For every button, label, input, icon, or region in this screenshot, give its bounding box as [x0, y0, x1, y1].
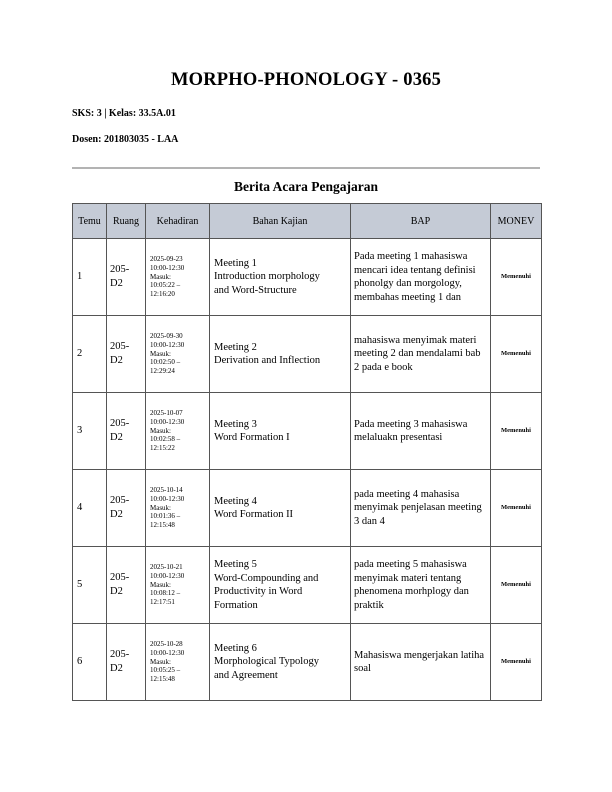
header-temu: Temu [73, 204, 107, 239]
cell-kehadiran: 2025-09-30 10:00-12:30 Masuk: 10:02:50 – 12:29:24 [146, 316, 210, 393]
cell-temu: 3 [73, 393, 107, 470]
cell-monev: Memenuhi [491, 393, 542, 470]
cell-bap: Pada meeting 1 mahasiswa mencari idea tentang definisi phonolgy dan morgology, membahas meeting 1 dan [351, 239, 491, 316]
cell-ruang: 205- D2 [107, 547, 146, 624]
header-kehadiran: Kehadiran [146, 204, 210, 239]
header-monev: MONEV [491, 204, 542, 239]
page-title: MORPHO-PHONOLOGY - 0365 [170, 70, 442, 90]
cell-monev: Memenuhi [491, 470, 542, 547]
lecturer-info: Dosen: 201803035 - LAA [72, 134, 179, 145]
cell-temu: 4 [73, 470, 107, 547]
cell-monev: Memenuhi [491, 239, 542, 316]
cell-bahan-kajian: Meeting 2 Derivation and Inflection [210, 316, 351, 393]
course-info: SKS: 3 | Kelas: 33.5A.01 [72, 108, 176, 119]
cell-temu: 1 [73, 239, 107, 316]
section-title: Berita Acara Pengajaran [234, 179, 378, 194]
cell-bahan-kajian: Meeting 4 Word Formation II [210, 470, 351, 547]
cell-ruang: 205- D2 [107, 393, 146, 470]
cell-temu: 6 [73, 624, 107, 701]
cell-temu: 5 [73, 547, 107, 624]
header-ruang: Ruang [107, 204, 146, 239]
cell-bahan-kajian: Meeting 3 Word Formation I [210, 393, 351, 470]
cell-kehadiran: 2025-10-07 10:00-12:30 Masuk: 10:02:58 – 12:15:22 [146, 393, 210, 470]
cell-bahan-kajian: Meeting 1 Introduction morphology and Word-Structure [210, 239, 351, 316]
bap-table [72, 203, 542, 701]
divider [72, 167, 540, 169]
cell-monev: Memenuhi [491, 624, 542, 701]
table-row [73, 239, 542, 316]
cell-monev: Memenuhi [491, 316, 542, 393]
header-bap: BAP [351, 204, 491, 239]
cell-ruang: 205- D2 [107, 470, 146, 547]
table-row [73, 316, 542, 393]
cell-kehadiran: 2025-09-23 10:00-12:30 Masuk: 10:05:22 – 12:16:20 [146, 239, 210, 316]
cell-bap: Pada meeting 3 mahasiswa melaluakn presentasi [351, 393, 491, 470]
table-header-row [73, 204, 542, 239]
cell-ruang: 205- D2 [107, 316, 146, 393]
cell-bap: pada meeting 5 mahasiswa menyimak materi tentang phenomena morhplogy dan praktik [351, 547, 491, 624]
cell-ruang: 205- D2 [107, 624, 146, 701]
cell-monev: Memenuhi [491, 547, 542, 624]
header-bahan-kajian: Bahan Kajian [210, 204, 351, 239]
cell-bahan-kajian: Meeting 5 Word-Compounding and Productivity in Word Formation [210, 547, 351, 624]
table-row [73, 624, 542, 701]
cell-bap: Mahasiswa mengerjakan latiha soal [351, 624, 491, 701]
cell-ruang: 205- D2 [107, 239, 146, 316]
cell-temu: 2 [73, 316, 107, 393]
cell-bahan-kajian: Meeting 6 Morphological Typology and Agreement [210, 624, 351, 701]
cell-kehadiran: 2025-10-21 10:00-12:30 Masuk: 10:08:12 – 12:17:51 [146, 547, 210, 624]
cell-kehadiran: 2025-10-14 10:00-12:30 Masuk: 10:01:36 – 12:15:48 [146, 470, 210, 547]
cell-bap: pada meeting 4 mahasisa menyimak penjelasan meeting 3 dan 4 [351, 470, 491, 547]
table-row [73, 470, 542, 547]
cell-bap: mahasiswa menyimak materi meeting 2 dan mendalami bab 2 pada e book [351, 316, 491, 393]
table-row [73, 547, 542, 624]
table-row [73, 393, 542, 470]
cell-kehadiran: 2025-10-28 10:00-12:30 Masuk: 10:05:25 – 12:15:48 [146, 624, 210, 701]
